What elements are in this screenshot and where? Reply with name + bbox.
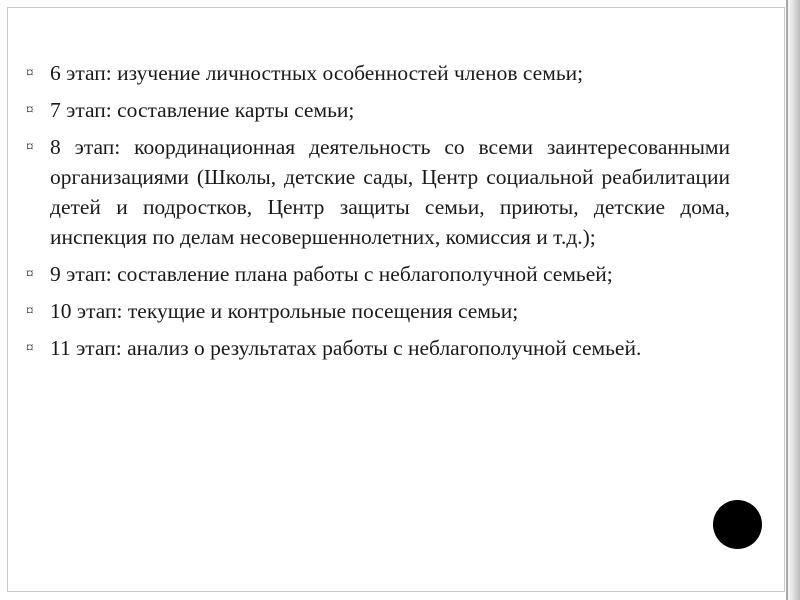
bullet-icon: ¤ — [26, 65, 34, 81]
list-item-text: 11 этап: анализ о результатах работы с неблагополучной семьей. — [50, 336, 642, 360]
bullet-icon: ¤ — [26, 139, 34, 155]
list-item — [26, 296, 730, 326]
list-item-text: 6 этап: изучение личностных особенностей членов семьи; — [50, 61, 584, 85]
bullet-icon: ¤ — [26, 340, 34, 356]
list-item-text: 7 этап: составление карты семьи; — [50, 98, 355, 122]
bullet-icon: ¤ — [26, 303, 34, 319]
bullet-list — [26, 58, 730, 370]
list-item — [26, 58, 730, 88]
bullet-icon: ¤ — [26, 102, 34, 118]
list-item-text: 9 этап: составление плана работы с неблагополучной семьей; — [50, 262, 613, 286]
list-item — [26, 132, 730, 252]
list-item — [26, 95, 730, 125]
nav-dot-icon[interactable] — [713, 500, 762, 549]
list-item-text: 10 этап: текущие и контрольные посещения семьи; — [50, 299, 519, 323]
list-item-text: 8 этап: координационная деятельность со всеми заинтересованными организациями (Школы, детские сады, Центр социальной реабилитации детей и подростков, Центр защиты семьи, приюты, детские дома, инспекция по делам несовершеннолетних, комиссия и т.д.); — [50, 135, 730, 249]
bullet-icon: ¤ — [26, 266, 34, 282]
right-shadow — [786, 0, 800, 600]
list-item — [26, 259, 730, 289]
list-item — [26, 333, 730, 363]
right-shadow-line — [786, 0, 788, 600]
